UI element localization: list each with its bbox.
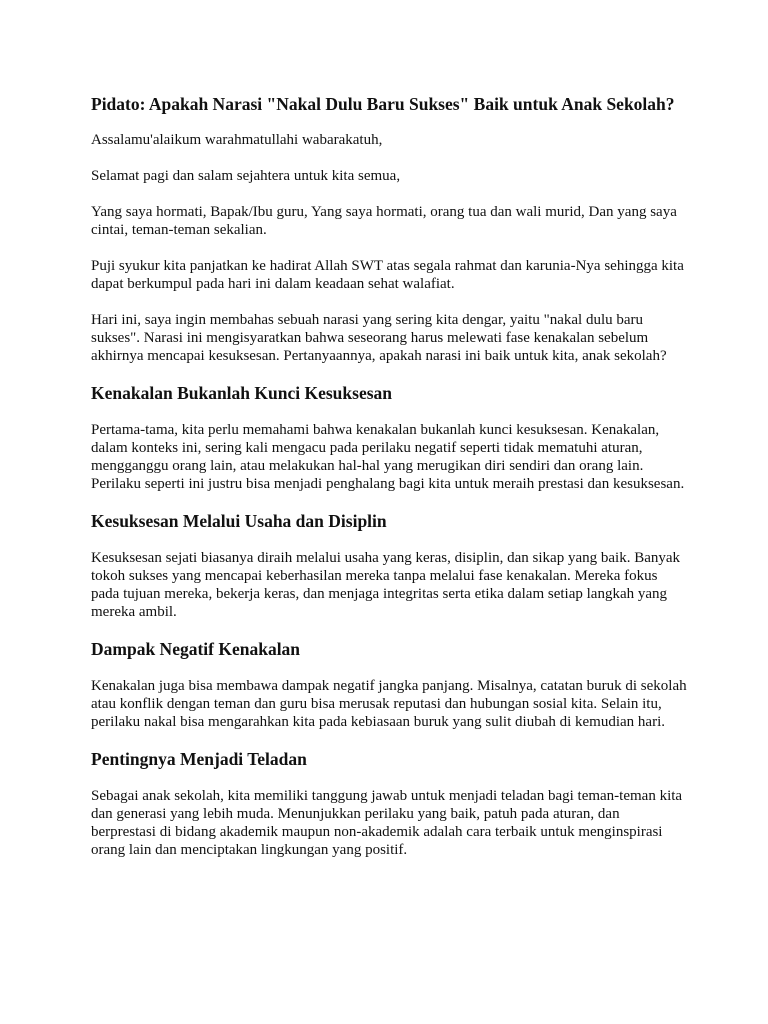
section-heading: Dampak Negatif Kenakalan [91, 639, 301, 659]
greeting-paragraph: Assalamu'alaikum warahmatullahi wabarakatuh, [91, 132, 383, 148]
section-heading: Pentingnya Menjadi Teladan [91, 749, 307, 769]
section-body: Kenakalan juga bisa membawa dampak negatif jangka panjang. Misalnya, catatan buruk di sekolah atau konflik dengan teman dan guru bisa merusak reputasi dan hubungan sosial kita. Selain itu, perilaku nakal bisa mengarahkan kita pada kebiasaan buruk yang sulit diubah di kemudian hari. [91, 678, 687, 730]
section-heading: Kenakalan Bukanlah Kunci Kesuksesan [91, 383, 393, 403]
section-body: Sebagai anak sekolah, kita memiliki tanggung jawab untuk menjadi teladan bagi teman-teman kita dan generasi yang lebih muda. Menunjukkan perilaku yang baik, patuh pada aturan, dan berprestasi di bidang akademik maupun non-akademik adalah cara terbaik untuk menginspirasi orang lain dan menciptakan lingkungan yang positif. [91, 788, 683, 858]
section-body: Kesuksesan sejati biasanya diraih melalui usaha yang keras, disiplin, dan sikap yang baik. Banyak tokoh sukses yang mencapai keberhasilan mereka tanpa melalui fase kenakalan. Mereka fokus pada tujuan mereka, bekerja keras, dan menjaga integritas serta etika dalam setiap langkah yang mereka ambil. [91, 550, 681, 620]
audience-paragraph: Yang saya hormati, Bapak/Ibu guru, Yang saya hormati, orang tua dan wali murid, Dan yang saya cintai, teman-teman sekalian. [91, 204, 677, 238]
section-body: Pertama-tama, kita perlu memahami bahwa kenakalan bukanlah kunci kesuksesan. Kenakalan, dalam konteks ini, sering kali mengacu pada perilaku negatif seperti tidak mematuhi aturan, mengganggu orang lain, atau melakukan hal-hal yang merugikan diri sendiri dan orang lain. Perilaku seperti ini justru bisa menjadi penghalang bagi kita untuk meraih prestasi dan kesuksesan. [91, 422, 685, 492]
intro-paragraph: Hari ini, saya ingin membahas sebuah narasi yang sering kita dengar, yaitu "nakal dulu baru sukses". Narasi ini mengisyaratkan bahwa seseorang harus melewati fase kenakalan sebelum akhirnya mencapai kesuksesan. Pertanyaannya, apakah narasi ini baik untuk kita, anak sekolah? [91, 312, 667, 364]
gratitude-paragraph: Puji syukur kita panjatkan ke hadirat Allah SWT atas segala rahmat dan karunia-Nya sehingga kita dapat berkumpul pada hari ini dalam keadaan sehat walafiat. [91, 258, 684, 292]
section-heading: Kesuksesan Melalui Usaha dan Disiplin [91, 511, 387, 531]
greeting-paragraph: Selamat pagi dan salam sejahtera untuk kita semua, [91, 168, 401, 184]
document-title: Pidato: Apakah Narasi "Nakal Dulu Baru Sukses" Baik untuk Anak Sekolah? [91, 94, 675, 114]
